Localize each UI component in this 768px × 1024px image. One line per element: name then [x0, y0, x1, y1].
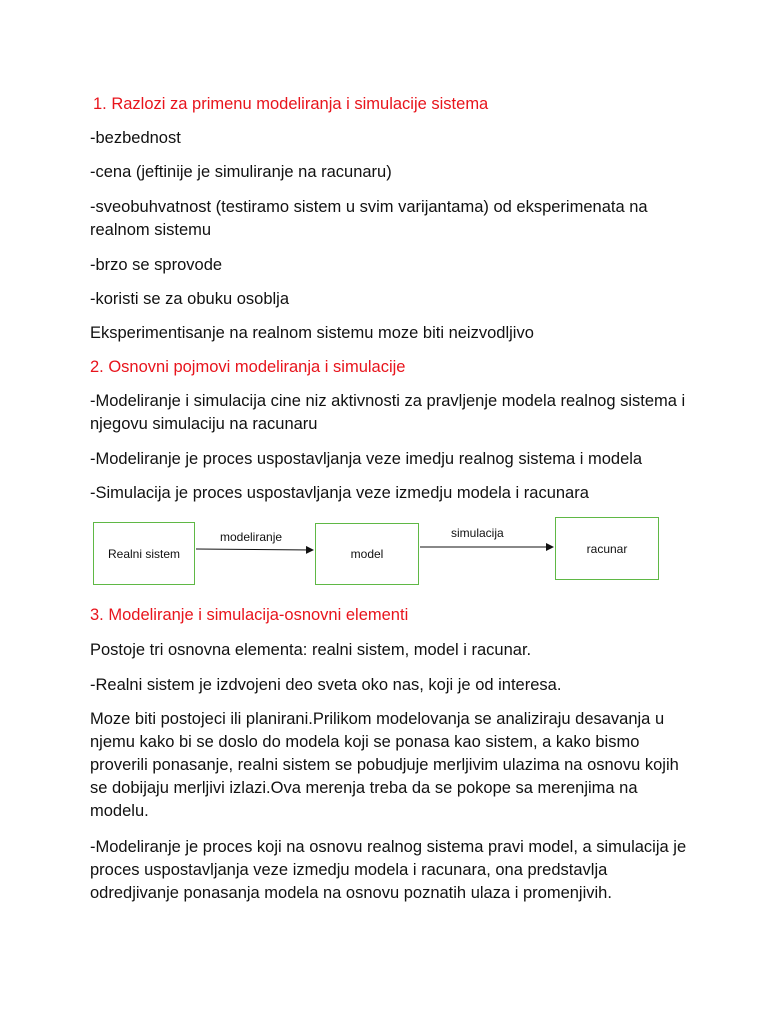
arrow-modeling: [196, 549, 313, 550]
process-diagram: [0, 510, 768, 594]
diagram-box-real-system: Realni sistem: [93, 522, 195, 585]
paragraph: -Modeliranje je proces koji na osnovu realnog sistema pravi model, a simulacija je proces uspostavljanja veze izmedju modela i racunara, ona predstavlja odredjivanje ponasanja modela na osnovu poznatih ulaza i promenjivih.: [90, 838, 687, 902]
paragraph: -bezbednost: [90, 129, 181, 147]
diagram-box-computer: racunar: [555, 517, 659, 580]
heading-1: 1. Razlozi za primenu modeliranja i simulacije sistema: [93, 95, 489, 113]
paragraph: Eksperimentisanje na realnom sistemu moze biti neizvodljivo: [90, 324, 534, 342]
paragraph: -Modeliranje je proces uspostavljanja veze imedju realnog sistema i modela: [90, 450, 643, 468]
heading-3: 3. Modeliranje i simulacija-osnovni elementi: [90, 606, 409, 624]
paragraph: -Modeliranje i simulacija cine niz aktivnosti za pravljenje modela realnog sistema i njegovu simulaciju na racunaru: [90, 392, 686, 433]
paragraph: -cena (jeftinije je simuliranje na racunaru): [90, 163, 392, 181]
diagram-box-model: model: [315, 523, 419, 585]
paragraph: -koristi se za obuku osoblja: [90, 290, 290, 308]
heading-2: 2. Osnovni pojmovi modeliranja i simulacije: [90, 358, 406, 376]
paragraph: -Realni sistem je izdvojeni deo sveta oko nas, koji je od interesa.: [90, 676, 562, 694]
paragraph: -sveobuhvatnost (testiramo sistem u svim varijantama) od eksperimenata na realnom sistemu: [90, 198, 648, 239]
arrow-label-modeling: modeliranje: [220, 530, 283, 544]
paragraph: Postoje tri osnovna elementa: realni sistem, model i racunar.: [90, 641, 532, 659]
paragraph: -Simulacija je proces uspostavljanja veze izmedju modela i racunara: [90, 484, 589, 502]
arrow-label-simulation: simulacija: [451, 526, 504, 540]
paragraph: -brzo se sprovode: [90, 256, 223, 274]
diagram-arrows: [0, 510, 768, 594]
paragraph: Moze biti postojeci ili planirani.Prilikom modelovanja se analiziraju desavanja u njemu kako bi se doslo do modela koji se ponasa kao sistem, a kako bismo proverili ponasanje, realni sistem se pobudjuje merljivim ulazima na osnovu kojih se dobijaju merljivi izlazi.Ova merenja treba da se pokope sa merenjima na modelu.: [90, 710, 679, 820]
